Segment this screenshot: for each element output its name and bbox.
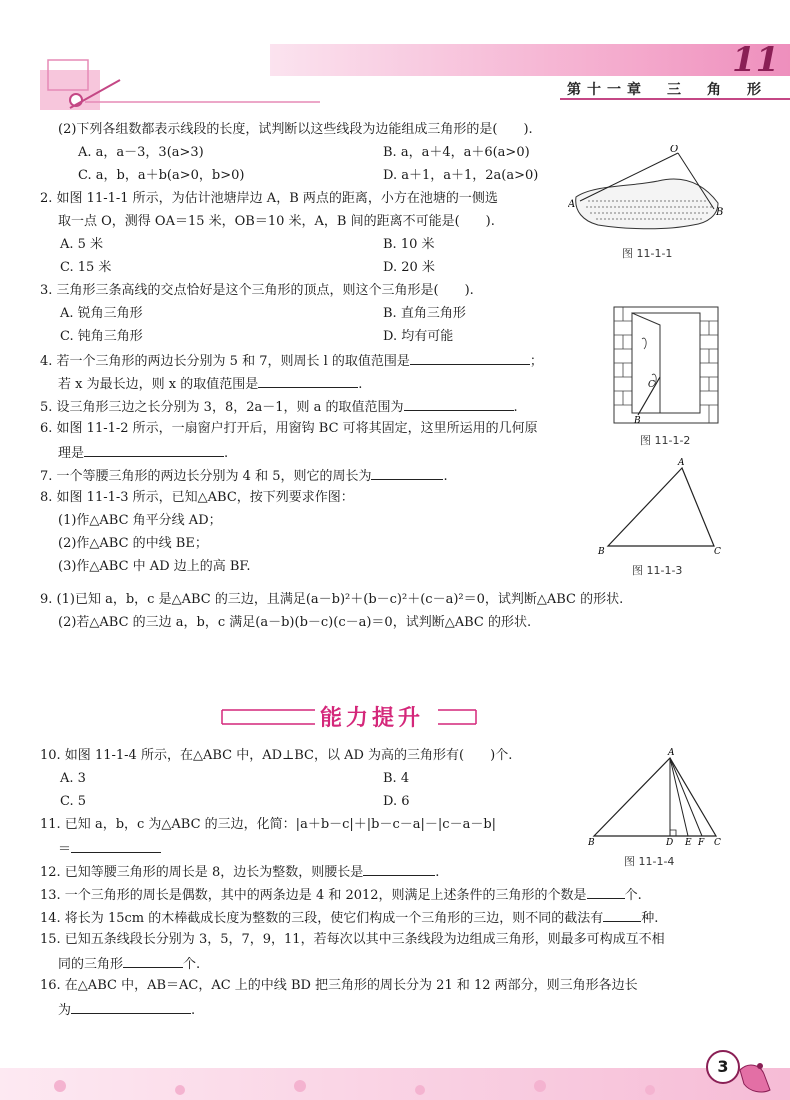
pond-shape xyxy=(576,179,718,229)
q6-end: . xyxy=(224,446,229,461)
q1b-option-b: B. a，a＋4，a＋6(a>0) xyxy=(383,145,530,160)
label-d4: D xyxy=(666,838,674,848)
label-o: O xyxy=(670,145,679,155)
q12-end: . xyxy=(435,865,440,880)
q8-line1: 8. 如图 11-1-3 所示，已知△ABC，按下列要求作图： xyxy=(40,490,354,505)
footer-gradient xyxy=(0,1068,790,1100)
label-b2: B xyxy=(634,416,641,426)
q13-line xyxy=(40,884,642,906)
mascot-head-icon xyxy=(757,1063,763,1069)
window-sash xyxy=(632,313,660,413)
q13-text: 13. 一个三角形的周长是偶数，其中的两条边是 4 和 2012，则满足上述条件的三角形的个数是 xyxy=(40,888,587,903)
q1b-option-a: A. a，a－3，3(a>3) xyxy=(78,145,204,160)
q16-end: . xyxy=(191,1003,196,1018)
header-band xyxy=(270,44,790,76)
header-decoration xyxy=(30,40,330,120)
q7-end: . xyxy=(443,469,448,484)
q3-stem: 3. 三角形三条高线的交点恰好是这个三角形的顶点，则这个三角形是( ). xyxy=(40,283,474,298)
q10-option-c: C. 5 xyxy=(60,794,87,809)
q10-option-b: B. 4 xyxy=(383,771,410,786)
triangle-abc xyxy=(608,468,714,546)
q13-end: 个. xyxy=(624,888,642,903)
q12-line xyxy=(40,861,439,883)
q13-blank[interactable] xyxy=(587,884,625,899)
q12-blank[interactable] xyxy=(363,861,435,876)
q4-blank-2[interactable] xyxy=(258,373,358,388)
label-a3: A xyxy=(678,458,685,468)
q15-line1: 15. 已知五条线段长分别为 3，5，7，9，11，若每次以其中三条线段为边组成三角形，则最多可构成互不相 xyxy=(40,932,665,947)
q4-line2-end: . xyxy=(358,377,363,392)
segment-af xyxy=(670,758,702,836)
q4-line1-text: 4. 若一个三角形的两边长分别为 5 和 7，则周长 l 的取值范围是 xyxy=(40,354,410,369)
page-number: 3 xyxy=(706,1050,740,1084)
label-e4: E xyxy=(685,838,692,848)
q5-end: . xyxy=(513,400,518,415)
figure-11-1-1-caption: 图 11-1-1 xyxy=(622,247,673,260)
chapter-number: 11 xyxy=(732,40,780,80)
q4-line2-text: 若 x 为最长边，则 x 的取值范围是 xyxy=(58,377,259,392)
q2-option-b: B. 10 米 xyxy=(383,237,435,252)
q7-line xyxy=(40,465,448,487)
q7-blank[interactable] xyxy=(371,465,443,480)
q14-end: 种. xyxy=(641,911,659,926)
q16-text: 为 xyxy=(58,1003,72,1018)
q8-line2: (1)作△ABC 角平分线 AD； xyxy=(58,513,222,528)
right-angle-mark xyxy=(670,830,676,836)
q2-line1: 2. 如图 11-1-1 所示，为估计池塘岸边 A，B 两点的距离，小方在池塘的一侧选 xyxy=(40,191,498,206)
q16-blank[interactable] xyxy=(71,999,191,1014)
q15-end: 个. xyxy=(183,957,201,972)
chapter-title: 第十一章 三 角 形 xyxy=(567,82,767,98)
section-title: 能力提升 xyxy=(320,706,425,731)
q11-line1: 11. 已知 a，b，c 为△ABC 的三边，化简：|a＋b－c|＋|b－c－a|－|c－a－b| xyxy=(40,817,497,832)
q11-eq: ＝ xyxy=(58,842,72,857)
q11-line2 xyxy=(58,838,161,860)
label-a4: A xyxy=(668,748,675,758)
q12-text: 12. 已知等腰三角形的周长是 8，边长为整数，则腰长是 xyxy=(40,865,364,880)
label-b4: B xyxy=(588,838,595,848)
label-f4: F xyxy=(698,838,705,848)
q11-blank[interactable] xyxy=(71,838,161,853)
figure-window xyxy=(612,305,720,427)
q16-line1: 16. 在△ABC 中，AB＝AC，AC 上的中线 BD 把三角形的周长分为 21 和 12 两部分，则三角形各边长 xyxy=(40,978,638,993)
q6-line2-text: 理是 xyxy=(58,446,85,461)
q15-line2 xyxy=(58,953,200,975)
q10-option-d: D. 6 xyxy=(383,794,410,809)
figure-pond xyxy=(568,145,728,245)
figure-altitude xyxy=(588,746,726,850)
q5-text: 5. 设三角形三边之长分别为 3，8，2a－1，则 a 的取值范围为 xyxy=(40,400,404,415)
q15-blank[interactable] xyxy=(123,953,183,968)
q14-line xyxy=(40,907,658,929)
q6-line2 xyxy=(58,442,228,464)
q4-line1 xyxy=(40,350,543,372)
q15-text: 同的三角形 xyxy=(58,957,124,972)
label-b: B xyxy=(716,207,724,218)
q10-stem: 10. 如图 11-1-4 所示，在△ABC 中，AD⊥BC，以 AD 为高的三角形有( )个. xyxy=(40,748,513,763)
q1b-option-d: D. a＋1，a＋1，2a(a>0) xyxy=(383,168,539,183)
label-c4: C xyxy=(714,838,721,848)
q4-blank-1[interactable] xyxy=(410,350,530,365)
q3-option-a: A. 锐角三角形 xyxy=(60,306,143,321)
q8-line4: (3)作△ABC 中 AD 边上的高 BF. xyxy=(58,559,251,574)
figure-11-1-2-caption: 图 11-1-2 xyxy=(640,434,691,447)
q16-line2 xyxy=(58,999,195,1021)
q5-blank[interactable] xyxy=(404,396,514,411)
label-c3: C xyxy=(714,547,721,557)
q14-blank[interactable] xyxy=(603,907,641,922)
q1b-stem: (2)下列各组数都表示线段的长度，试判断以这些线段为边能组成三角形的是( ). xyxy=(58,122,533,137)
q9-line2: (2)若△ABC 的三边 a，b，c 满足(a－b)(b－c)(c－a)＝0，试判断△ABC 的形状. xyxy=(58,615,532,630)
footer-band xyxy=(0,1040,790,1100)
segment-ae xyxy=(670,758,688,836)
figure-11-1-4-caption: 图 11-1-4 xyxy=(624,855,675,868)
q8-line3: (2)作△ABC 的中线 BE； xyxy=(58,536,208,551)
q2-line2: 取一点 O，测得 OA＝15 米，OB＝10 米，A，B 间的距离不可能是( ). xyxy=(58,214,495,229)
q6-blank[interactable] xyxy=(84,442,224,457)
q2-option-a: A. 5 米 xyxy=(60,237,104,252)
q9-line1: 9. (1)已知 a，b，c 是△ABC 的三边，且满足(a－b)²＋(b－c)²＋(c－a)²＝0，试判断△ABC 的形状. xyxy=(40,592,624,607)
label-a: A xyxy=(568,199,576,210)
q1b-option-c: C. a，b，a＋b(a>0，b>0) xyxy=(78,168,245,183)
q2-option-c: C. 15 米 xyxy=(60,260,112,275)
q3-option-c: C. 钝角三角形 xyxy=(60,329,143,344)
figure-triangle-abc xyxy=(596,456,726,558)
q2-option-d: D. 20 米 xyxy=(383,260,435,275)
q4-line2 xyxy=(58,373,362,395)
figure-11-1-3-caption: 图 11-1-3 xyxy=(632,564,683,577)
label-c: C xyxy=(648,380,655,390)
q3-option-b: B. 直角三角形 xyxy=(383,306,466,321)
q3-option-d: D. 均有可能 xyxy=(383,329,454,344)
q5-line xyxy=(40,396,518,418)
q7-text: 7. 一个等腰三角形的两边长分别为 4 和 5，则它的周长为 xyxy=(40,469,372,484)
q6-line1: 6. 如图 11-1-2 所示，一扇窗户打开后，用窗钩 BC 可将其固定，这里所运用的几何原 xyxy=(40,421,538,436)
q4-line1-end: ； xyxy=(529,354,543,369)
q14-text: 14. 将长为 15cm 的木棒截成长度为整数的三段，使它们构成一个三角形的三边，则不同的截法有 xyxy=(40,911,604,926)
label-b3: B xyxy=(598,547,605,557)
q10-option-a: A. 3 xyxy=(60,771,86,786)
